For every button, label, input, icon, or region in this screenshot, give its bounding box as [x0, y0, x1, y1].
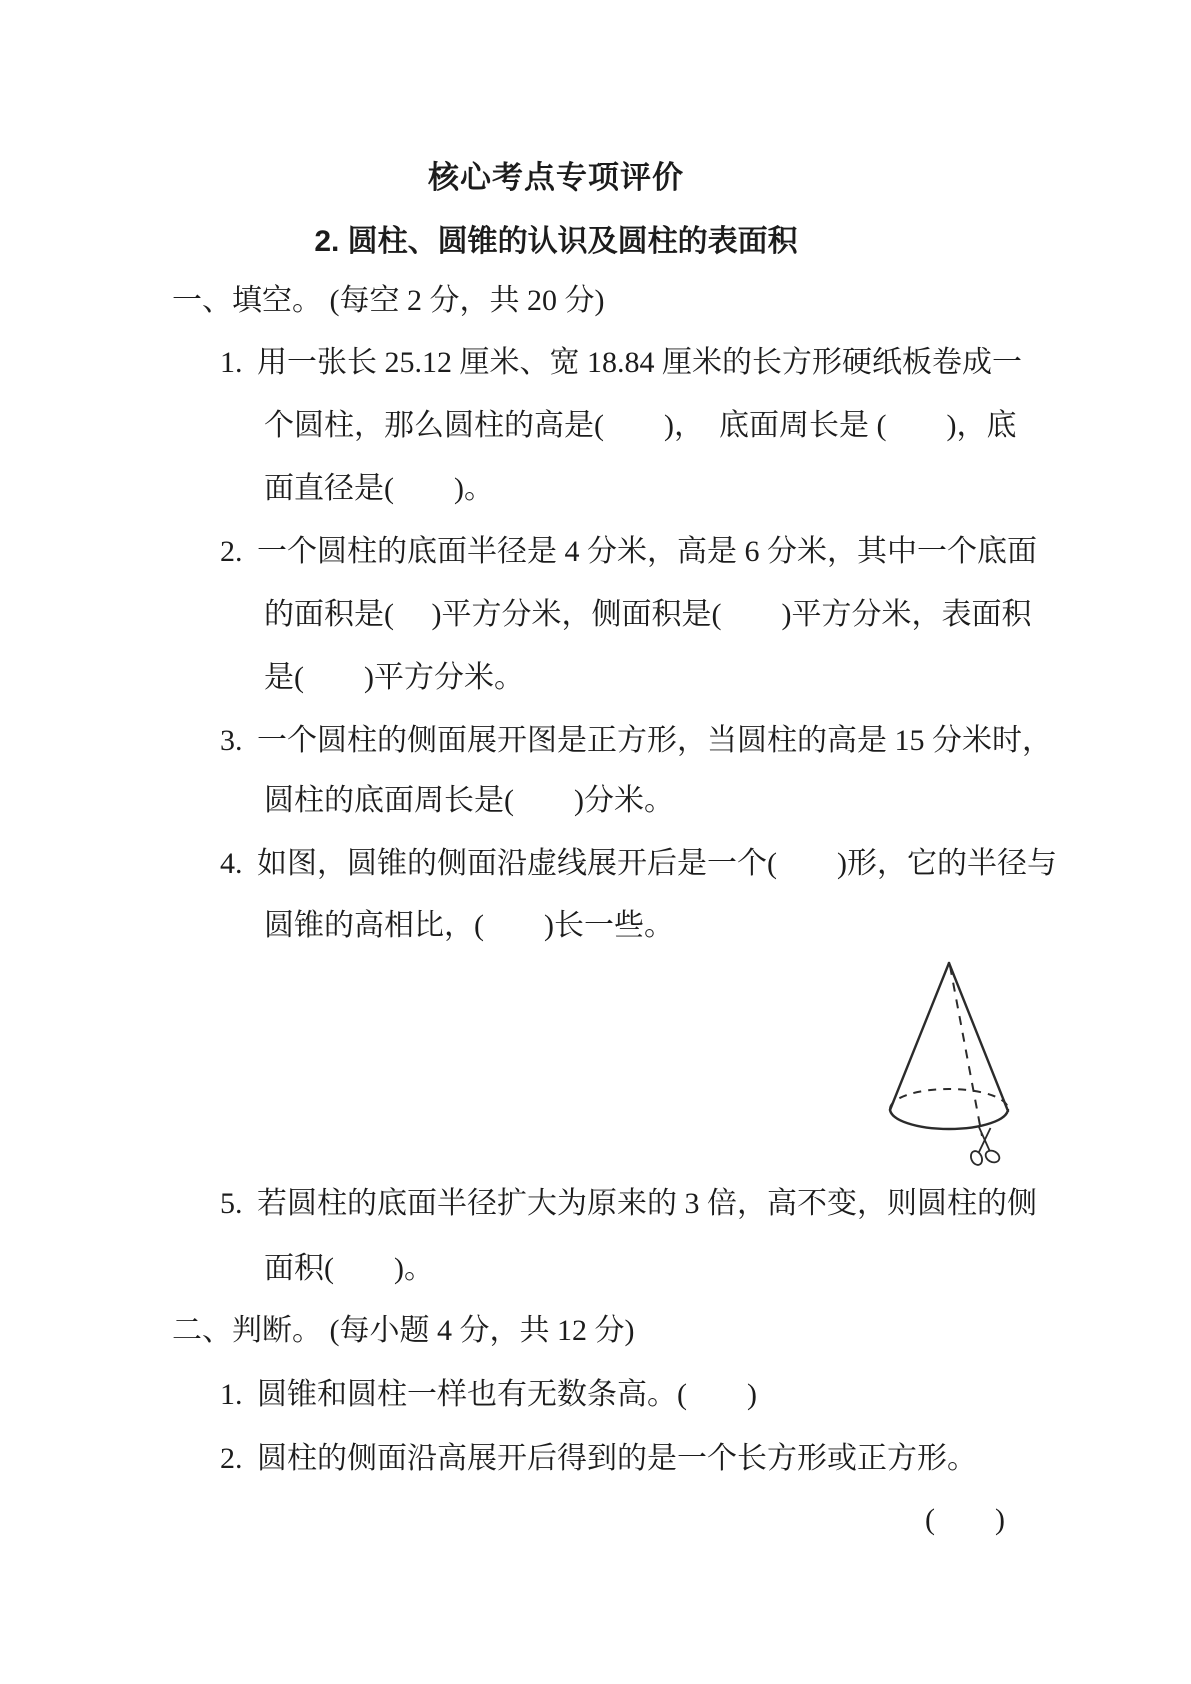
q3-number: 3.	[220, 724, 243, 757]
judge-q1-number: 1.	[220, 1378, 243, 1411]
page-subtitle: 2. 圆柱、圆锥的认识及圆柱的表面积	[314, 225, 798, 258]
cone-figure	[840, 930, 1050, 1180]
q2-number: 2.	[220, 535, 243, 568]
q1-number: 1.	[220, 346, 243, 379]
section-judge-heading: 二、判断。 (每小题 4 分，共 12 分)	[172, 1314, 635, 1347]
scissors-icon	[969, 1126, 1002, 1167]
q3-line: 一个圆柱的侧面展开图是正方形，当圆柱的高是 15 分米时，	[257, 724, 1052, 757]
q4-line: 圆锥的高相比，( )长一些。	[264, 909, 674, 942]
q3-line: 圆柱的底面周长是( )分米。	[264, 784, 674, 817]
section-fill-heading: 一、填空。 (每空 2 分，共 20 分)	[172, 284, 605, 317]
q4-number: 4.	[220, 847, 243, 880]
q2-line: 是( )平方分米。	[264, 661, 524, 694]
cone-base-front-edge	[890, 1109, 1008, 1129]
cut-dashed-line	[950, 966, 982, 1136]
page-title: 核心考点专项评价	[428, 160, 684, 195]
q2-line: 的面积是( )平方分米，侧面积是( )平方分米，表面积	[264, 598, 1032, 631]
judge-q2-line: 圆柱的侧面沿高展开后得到的是一个长方形或正方形。	[257, 1442, 977, 1475]
q2-line: 一个圆柱的底面半径是 4 分米，高是 6 分米，其中一个底面	[257, 535, 1037, 568]
q1-line: 用一张长 25.12 厘米、宽 18.84 厘米的长方形硬纸板卷成一	[257, 346, 1022, 379]
q5-line: 若圆柱的底面半径扩大为原来的 3 倍，高不变，则圆柱的侧	[257, 1187, 1037, 1220]
q1-line: 个圆柱，那么圆柱的高是( )， 底面周长是 ( )，底	[264, 409, 1017, 442]
cone-base-back-edge	[890, 1089, 1008, 1109]
q5-line: 面积( )。	[264, 1252, 434, 1285]
q4-line: 如图，圆锥的侧面沿虚线展开后是一个( )形，它的半径与	[257, 847, 1057, 880]
judge-q1-line: 圆锥和圆柱一样也有无数条高。( )	[257, 1378, 757, 1411]
q1-line: 面直径是( )。	[264, 472, 494, 505]
q5-number: 5.	[220, 1187, 243, 1220]
judge-q2-answer-blank: ( )	[925, 1503, 1005, 1536]
judge-q2-number: 2.	[220, 1442, 243, 1475]
cone-left-slant	[890, 963, 949, 1110]
cone-right-slant	[949, 963, 1008, 1111]
